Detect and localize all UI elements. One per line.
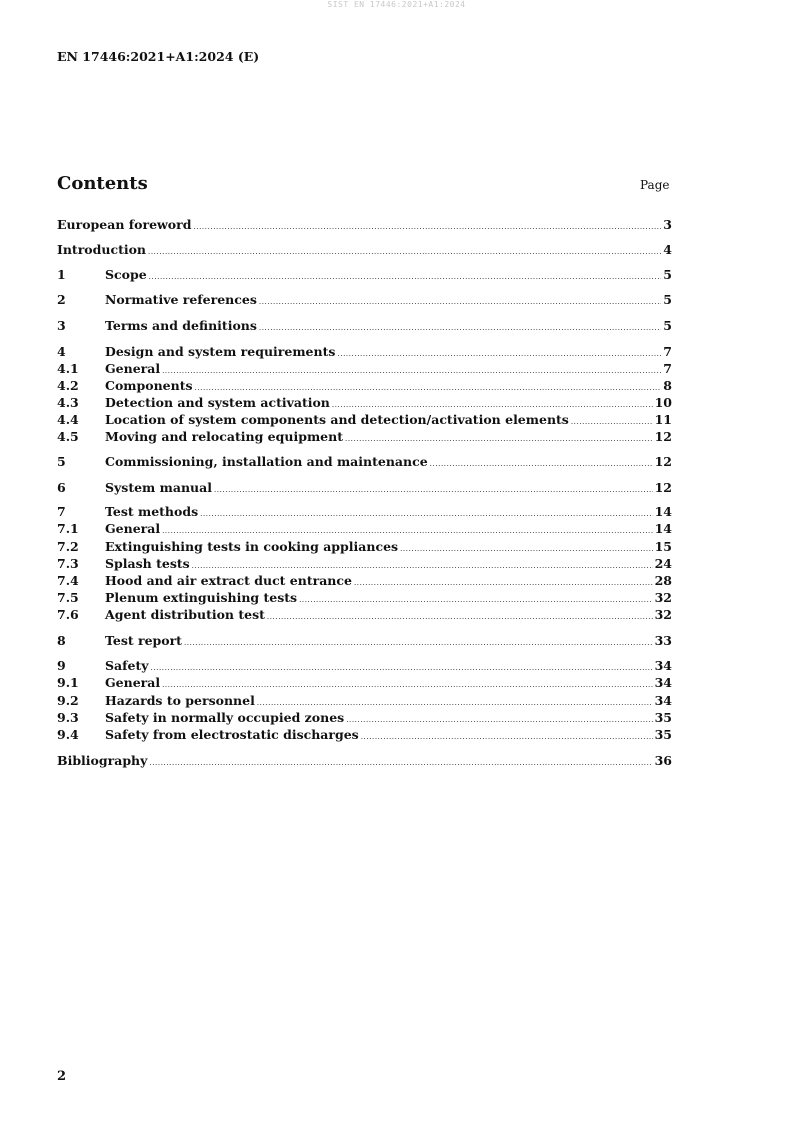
toc-entry-number: 7.1 <box>57 521 79 536</box>
toc-entry-number: 4 <box>57 344 66 359</box>
toc-entry-page: 5 <box>663 267 672 282</box>
toc-entry-page: 34 <box>654 675 672 690</box>
toc-entry-page: 3 <box>663 217 672 232</box>
toc-leader-dots <box>149 755 652 772</box>
toc-entry-title: Location of system components and detection/activation elements <box>105 412 569 427</box>
toc-entry-number: 4.1 <box>57 361 79 376</box>
toc-entry-number: 5 <box>57 454 66 469</box>
toc-entry-number: 7.2 <box>57 539 79 554</box>
toc-entry-title: Safety <box>105 658 149 673</box>
toc-entry[interactable] <box>57 726 672 743</box>
toc-entry-page: 34 <box>654 658 672 673</box>
toc-entry[interactable] <box>57 241 672 258</box>
toc-entry-title: System manual <box>105 480 212 495</box>
toc-entry[interactable] <box>57 479 672 496</box>
toc-entry-title: Scope <box>105 267 147 282</box>
toc-entry-title: Normative references <box>105 292 257 307</box>
toc-entry[interactable] <box>57 606 672 623</box>
toc-entry[interactable] <box>57 503 672 520</box>
toc-entry[interactable] <box>57 692 672 709</box>
toc-entry-page: 8 <box>663 378 672 393</box>
toc-entry-number: 7.6 <box>57 607 79 622</box>
toc-entry-number: 7.4 <box>57 573 79 588</box>
toc-entry-title: Extinguishing tests in cooking appliances <box>105 539 399 554</box>
document-id: EN 17446:2021+A1:2024 (E) <box>57 49 260 64</box>
toc-entry-page: 36 <box>654 753 672 768</box>
toc-leader-dots <box>259 320 661 337</box>
toc-entry-title: Hood and air extract duct entrance <box>105 573 352 588</box>
toc-entry-page: 10 <box>654 395 672 410</box>
toc-entry-page: 34 <box>654 693 672 708</box>
toc-leader-dots <box>345 431 653 448</box>
toc-entry[interactable] <box>57 216 672 233</box>
toc-entry-title: General <box>105 675 161 690</box>
toc-entry-number: 9.2 <box>57 693 79 708</box>
toc-entry-title: Splash tests <box>105 556 190 571</box>
toc-entry-number: 1 <box>57 267 66 282</box>
toc-entry-title: Test report <box>105 633 182 648</box>
toc-entry[interactable] <box>57 520 672 537</box>
toc-leader-dots <box>267 609 653 626</box>
toc-entry-page: 11 <box>654 412 672 427</box>
toc-leader-dots <box>193 219 661 236</box>
toc-leader-dots <box>184 635 653 652</box>
toc-entry-page: 4 <box>663 242 672 257</box>
toc-entry-title: Introduction <box>57 242 147 257</box>
toc-entry-title: Commissioning, installation and maintenance <box>105 454 428 469</box>
toc-entry[interactable] <box>57 317 672 334</box>
toc-entry-number: 7 <box>57 504 66 519</box>
toc-entry-title: General <box>105 521 161 536</box>
toc-entry-title: Terms and definitions <box>105 318 257 333</box>
toc-entry-number: 7.5 <box>57 590 79 605</box>
toc-entry[interactable] <box>57 394 672 411</box>
toc-entry-number: 9.4 <box>57 727 79 742</box>
watermark: SIST EN 17446:2021+A1:2024 <box>327 0 466 9</box>
toc-entry[interactable] <box>57 343 672 360</box>
toc-entry-title: Agent distribution test <box>105 607 265 622</box>
toc-entry-page: 33 <box>654 633 672 648</box>
toc-entry-title: Safety from electrostatic discharges <box>105 727 359 742</box>
toc-entry[interactable] <box>57 632 672 649</box>
toc-leader-dots <box>259 294 661 311</box>
contents-title: Contents <box>57 173 148 194</box>
toc-entry-title: Moving and relocating equipment <box>105 429 343 444</box>
toc-entry-page: 24 <box>654 556 672 571</box>
toc-entry-number: 2 <box>57 292 66 307</box>
toc-entry-page: 7 <box>663 344 672 359</box>
toc-entry-number: 7.3 <box>57 556 79 571</box>
toc-entry-page: 7 <box>663 361 672 376</box>
toc-entry[interactable] <box>57 657 672 674</box>
toc-entry[interactable] <box>57 709 672 726</box>
toc-entry-page: 5 <box>663 292 672 307</box>
toc-entry-page: 12 <box>654 429 672 444</box>
toc-entry[interactable] <box>57 411 672 428</box>
page-column-heading: Page <box>640 178 670 192</box>
toc-entry-title: Detection and system activation <box>105 395 330 410</box>
toc-leader-dots <box>214 482 653 499</box>
toc-entry-page: 32 <box>654 590 672 605</box>
toc-entry-number: 4.5 <box>57 429 79 444</box>
toc-entry-number: 9.1 <box>57 675 79 690</box>
toc-entry-title: Components <box>105 378 193 393</box>
toc-entry[interactable] <box>57 360 672 377</box>
toc-entry[interactable] <box>57 555 672 572</box>
toc-entry[interactable] <box>57 674 672 691</box>
toc-entry[interactable] <box>57 453 672 470</box>
toc-entry[interactable] <box>57 377 672 394</box>
toc-entry-title: Hazards to personnel <box>105 693 255 708</box>
toc-entry-page: 32 <box>654 607 672 622</box>
toc-entry-page: 14 <box>654 521 672 536</box>
toc-entry-number: 6 <box>57 480 66 495</box>
toc-entry[interactable] <box>57 572 672 589</box>
toc-entry[interactable] <box>57 538 672 555</box>
toc-entry-page: 35 <box>654 727 672 742</box>
toc-entry-page: 14 <box>654 504 672 519</box>
toc-entry-number: 4.4 <box>57 412 79 427</box>
toc-entry-number: 3 <box>57 318 66 333</box>
toc-entry-title: Bibliography <box>57 753 148 768</box>
toc-entry-number: 4.2 <box>57 378 79 393</box>
toc-entry[interactable] <box>57 291 672 308</box>
toc-entry-page: 12 <box>654 480 672 495</box>
toc-entry[interactable] <box>57 752 672 769</box>
toc-leader-dots <box>430 456 653 473</box>
toc-entry[interactable] <box>57 266 672 283</box>
page-number: 2 <box>57 1069 67 1084</box>
toc-entry-title: General <box>105 361 161 376</box>
toc-entry-title: European foreword <box>57 217 192 232</box>
toc-leader-dots <box>361 729 653 746</box>
toc-leader-dots <box>148 244 661 261</box>
toc-entry-title: Plenum extinguishing tests <box>105 590 298 605</box>
toc-entry-number: 8 <box>57 633 66 648</box>
toc-entry-number: 4.3 <box>57 395 79 410</box>
toc-entry-page: 28 <box>654 573 672 588</box>
toc-entry[interactable] <box>57 589 672 606</box>
toc-entry-number: 9.3 <box>57 710 79 725</box>
toc-entry-page: 35 <box>654 710 672 725</box>
toc-entry[interactable] <box>57 428 672 445</box>
toc-entry-title: Design and system requirements <box>105 344 336 359</box>
toc-entry-title: Safety in normally occupied zones <box>105 710 345 725</box>
toc-leader-dots <box>149 269 662 286</box>
toc-entry-page: 5 <box>663 318 672 333</box>
toc-entry-page: 15 <box>654 539 672 554</box>
toc-entry-number: 9 <box>57 658 66 673</box>
toc-entry-page: 12 <box>654 454 672 469</box>
toc-entry-title: Test methods <box>105 504 199 519</box>
